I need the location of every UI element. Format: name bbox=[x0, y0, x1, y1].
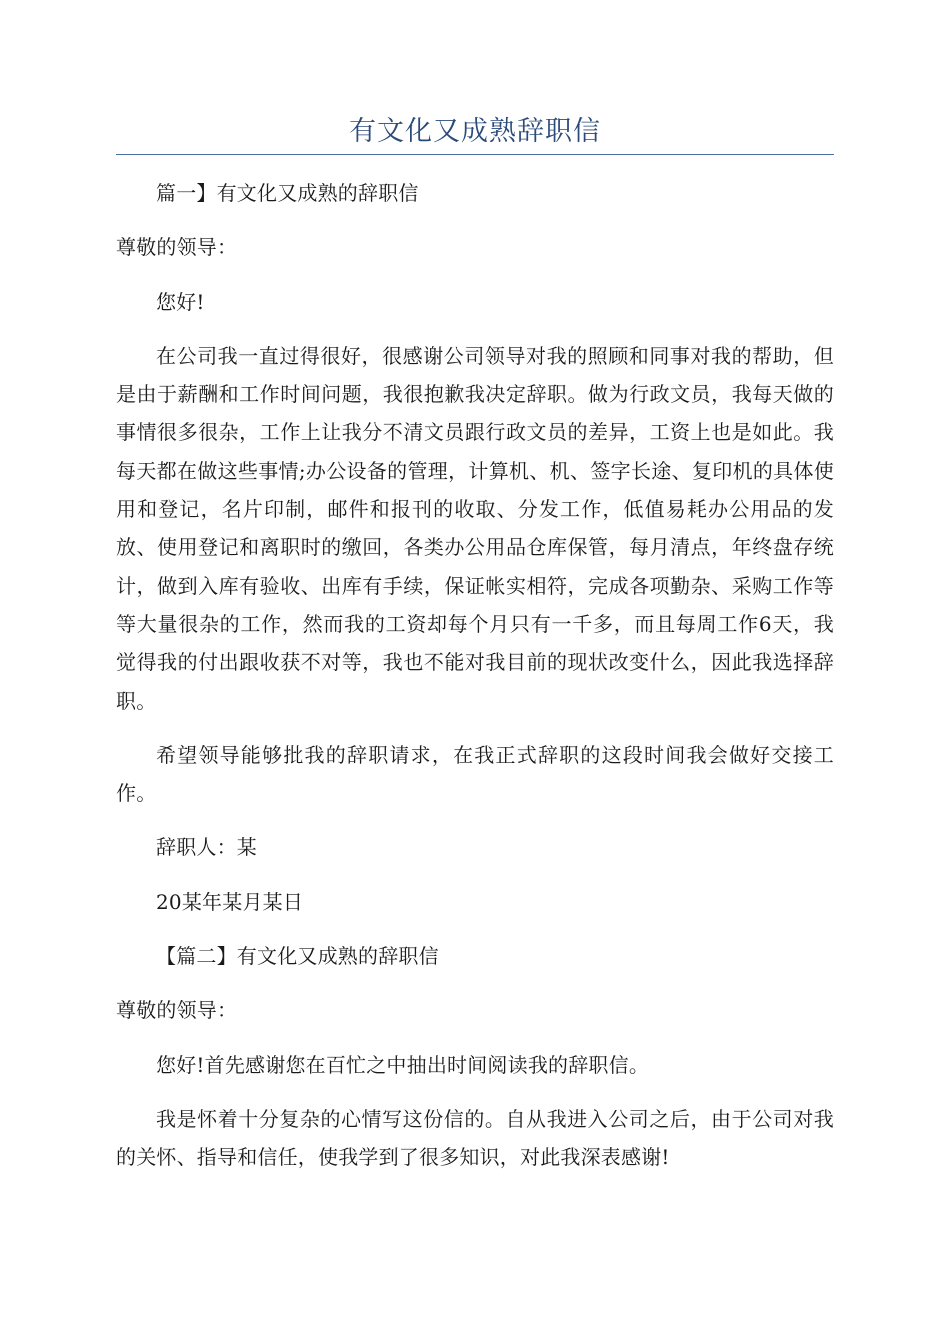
section-heading-1: 篇一】有文化又成熟的辞职信 bbox=[156, 181, 419, 205]
salutation: 尊敬的领导： bbox=[116, 998, 238, 1023]
body-paragraph: 在公司我一直过得很好，很感谢公司领导对我的照顾和同事对我的帮助，但是由于薪酬和工作时间问题，我很抱歉我决定辞职。做为行政文员，我每天做的事情很多很杂，工作上让我分不清文员跟行政文员的差异，工资上也是如此。我每天都在做这些事情;办公设备的管理，计算机、机、签字长途、复印机的具体使用和登记，名片印制，邮件和报刊的收取、分发工作，低值易耗办公用品的发放、使用登记和离职时的缴回，各类办公用品仓库保管，每月清点，年终盘存统计，做到入库有验收、出库有手续，保证帐实相符，完成各项勤杂、采购工作等等大量很杂的工作，然而我的工资却每个月只有一千多，而且每周工作6天，我觉得我的付出跟收获不对等，我也不能对我目前的现状改变什么，因此我选择辞职。 bbox=[116, 343, 834, 713]
document-body bbox=[116, 174, 834, 1193]
greeting: 您好! bbox=[156, 289, 205, 314]
greeting: 您好!首先感谢您在百忙之中抽出时间阅读我的辞职信。 bbox=[156, 1052, 650, 1077]
body-paragraph: 希望领导能够批我的辞职请求，在我正式辞职的这段时间我会做好交接工作。 bbox=[116, 742, 834, 806]
signature-date: 20某年某月某日 bbox=[156, 889, 304, 914]
title-underline bbox=[116, 154, 834, 155]
section-heading-2: 【篇二】有文化又成熟的辞职信 bbox=[156, 944, 439, 969]
signature-name: 辞职人：某 bbox=[156, 835, 257, 860]
body-paragraph: 我是怀着十分复杂的心情写这份信的。自从我进入公司之后，由于公司对我的关怀、指导和信任，使我学到了很多知识，对此我深表感谢! bbox=[116, 1106, 834, 1170]
salutation: 尊敬的领导： bbox=[116, 235, 238, 260]
document-title: 有文化又成熟辞职信 bbox=[349, 116, 601, 147]
